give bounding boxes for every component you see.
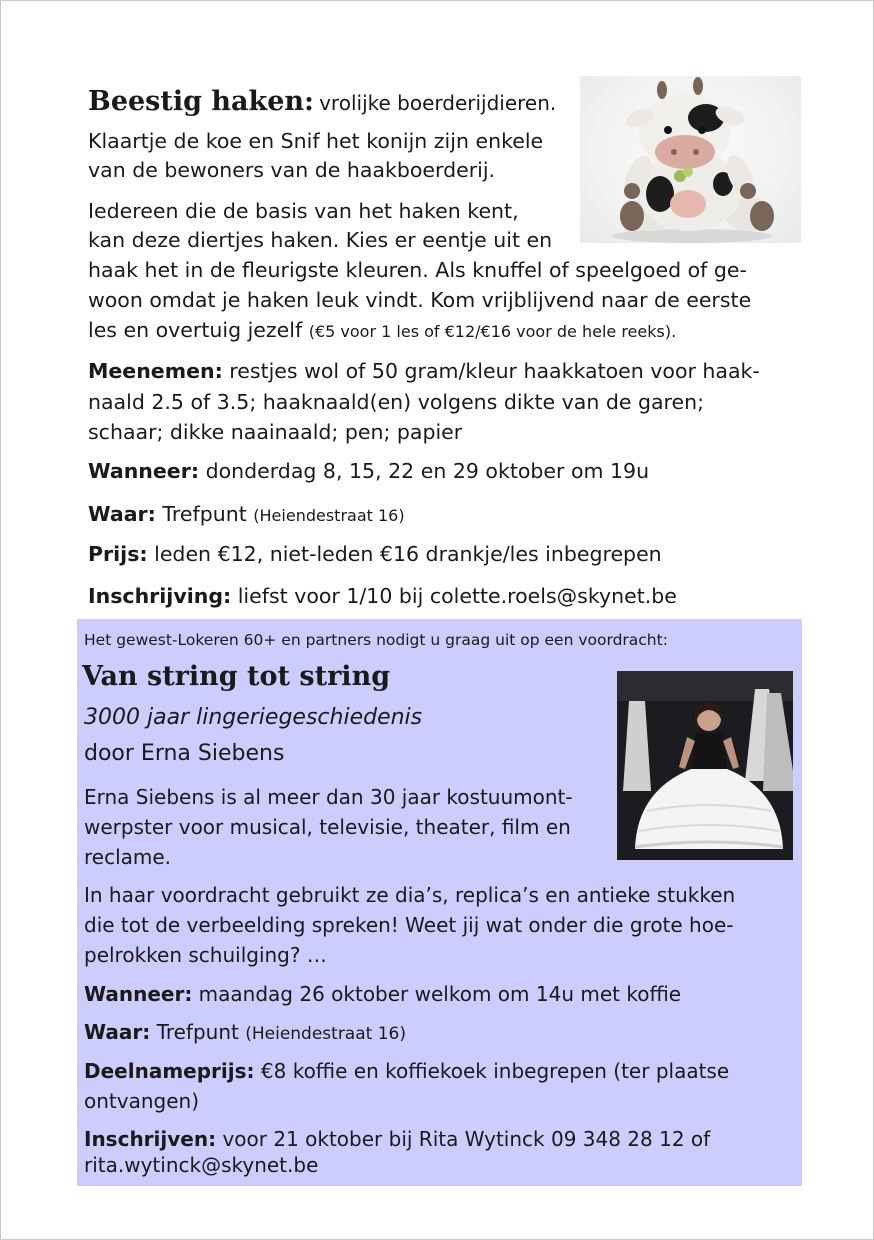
para-line: Iedereen die de basis van het haken kent, <box>88 199 519 223</box>
meenemen-line: schaar; dikke naainaald; pen; papier <box>88 420 463 444</box>
inschrijving-value: liefst voor 1/10 bij colette.roels@skynet.be <box>237 584 677 608</box>
lecture-waar-label: Waar: <box>84 1020 151 1044</box>
lecture-title: Van string tot string <box>82 661 391 692</box>
wanneer-value: donderdag 8, 15, 22 en 29 oktober om 19u <box>205 459 650 483</box>
bio-line: Erna Siebens is al meer dan 30 jaar kostuumont- <box>84 785 573 809</box>
wanneer-label: Wanneer: <box>88 459 200 483</box>
waar-address: (Heiendestraat 16) <box>253 506 405 525</box>
lecture-inschrijven-label: Inschrijven: <box>84 1127 217 1151</box>
section1-heading <box>88 86 556 117</box>
lecture-waar-value: Trefpunt <box>156 1020 239 1044</box>
para-text: les en overtuig jezelf <box>88 318 303 342</box>
meenemen-label: Meenemen: <box>88 359 223 383</box>
waar-label: Waar: <box>88 502 156 526</box>
inschrijving-line <box>88 584 677 608</box>
erna-siebens-photo <box>617 671 793 860</box>
lecture-waar-line <box>84 1020 406 1044</box>
prijs-label: Prijs: <box>88 542 148 566</box>
wanneer-line <box>88 459 649 483</box>
lecture-inschrijven-value: voor 21 oktober bij Rita Wytinck 09 348 28 12 of <box>222 1127 711 1151</box>
lecture-wanneer-label: Wanneer: <box>84 982 193 1006</box>
meenemen-line: naald 2.5 of 3.5; haaknaald(en) volgens dikte van de garen; <box>88 390 705 414</box>
intro-line: Klaartje de koe en Snif het konijn zijn enkele <box>88 129 544 153</box>
lingerie-photo-illustration <box>617 671 793 860</box>
para-line-last <box>88 318 676 342</box>
waar-value: Trefpunt <box>162 502 247 526</box>
bio-line: reclame. <box>84 845 172 869</box>
desc-line: die tot de verbeelding spreken! Weet jij wat onder die grote hoe- <box>84 913 734 937</box>
lecture-subtitle: 3000 jaar lingeriegeschiedenis <box>84 705 423 730</box>
lecture-prijs-line <box>84 1059 729 1083</box>
para-line: kan deze diertjes haken. Kies er eentje uit en <box>88 228 553 252</box>
section1-title: Beestig haken: <box>88 86 314 117</box>
inschrijving-label: Inschrijving: <box>88 584 232 608</box>
meenemen-line <box>88 359 760 383</box>
waar-line <box>88 502 405 526</box>
lecture-inschrijven-line <box>84 1127 710 1151</box>
desc-line: In haar voordracht gebruikt ze dia’s, replica’s en antieke stukken <box>84 883 736 907</box>
crochet-cow-photo <box>580 76 801 243</box>
lecture-wanneer-line <box>84 982 681 1006</box>
bio-line: werpster voor musical, televisie, theater, film en <box>84 815 571 839</box>
lecture-prijs-label: Deelnameprijs: <box>84 1059 255 1083</box>
lecture-inschrijven-line: rita.wytinck@skynet.be <box>84 1153 319 1177</box>
cow-illustration <box>580 76 801 243</box>
lecture-prijs-value: €8 koffie en koffiekoek inbegrepen (ter plaatse <box>260 1059 730 1083</box>
para-line: haak het in de fleurigste kleuren. Als knuffel of speelgoed of ge- <box>88 258 747 282</box>
intro-line: van de bewoners van de haakboerderij. <box>88 158 496 182</box>
invite-line: Het gewest-Lokeren 60+ en partners nodigt u graag uit op een voordracht: <box>84 631 668 649</box>
meenemen-text: restjes wol of 50 gram/kleur haakkatoen voor haak- <box>229 359 760 383</box>
lecture-wanneer-value: maandag 26 oktober welkom om 14u met koffie <box>198 982 682 1006</box>
lecture-prijs-line: ontvangen) <box>84 1089 199 1113</box>
desc-line: pelrokken schuilging? … <box>84 943 327 967</box>
para-line: woon omdat je haken leuk vindt. Kom vrijblijvend naar de eerste <box>88 288 752 312</box>
prijs-value: leden €12, niet-leden €16 drankje/les inbegrepen <box>154 542 662 566</box>
prijs-line <box>88 542 662 566</box>
lecture-waar-address: (Heiendestraat 16) <box>245 1024 406 1044</box>
price-note: (€5 voor 1 les of €12/€16 voor de hele reeks). <box>308 322 677 341</box>
lecture-author: door Erna Siebens <box>84 741 285 766</box>
section1-subtitle: vrolijke boerderijdieren. <box>319 91 557 115</box>
